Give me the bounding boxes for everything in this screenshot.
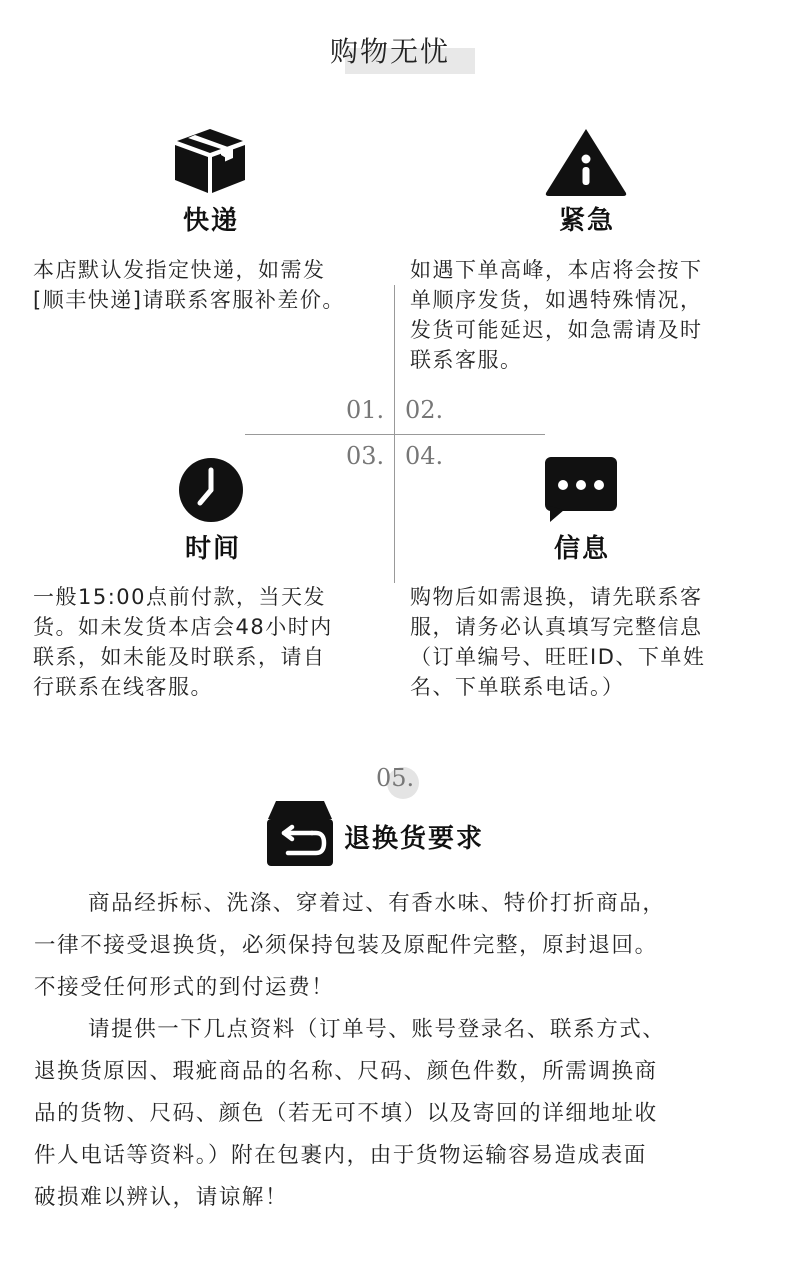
info-line: 购物后如需退换，请先联系客 (410, 585, 703, 609)
returns-line: 退换货原因、瑕疵商品的名称、尺码、颜色件数，所需调换商 (34, 1059, 658, 1084)
return-box-icon (266, 799, 334, 867)
express-line: 本店默认发指定快递，如需发 (33, 258, 326, 282)
returns-paragraph-1 (34, 883, 756, 1009)
page-title: 购物无忧 (330, 35, 451, 68)
urgent-line: 发货可能延迟，如急需请及时 (410, 318, 703, 342)
returns-paragraph-2 (34, 1009, 756, 1219)
number-05: 05. (376, 764, 415, 792)
time-text (33, 582, 393, 702)
info-text (410, 582, 785, 702)
clock-icon (178, 457, 244, 523)
number-01: 01. (346, 396, 385, 424)
warning-icon (544, 127, 628, 197)
express-line: [顺丰快递]请联系客服补差价。 (33, 288, 345, 312)
returns-line: 破损难以辨认，请谅解！ (34, 1185, 289, 1210)
returns-line: 商品经拆标、洗涤、穿着过、有香水味、特价打折商品， (88, 891, 666, 916)
chat-icon (544, 456, 618, 522)
urgent-text (410, 255, 780, 375)
number-03: 03. (346, 442, 385, 470)
time-line: 一般15:00点前付款，当天发 (33, 585, 327, 609)
returns-line: 一律不接受退换货，必须保持包装及原配件完整，原封退回。 (34, 933, 658, 958)
time-line: 联系，如未能及时联系，请自 (33, 645, 326, 669)
info-line: （订单编号、旺旺ID、下单姓 (410, 645, 706, 669)
returns-title: 退换货要求 (344, 824, 485, 854)
time-line: 货。如未发货本店会48小时内 (33, 615, 333, 639)
number-02: 02. (405, 396, 444, 424)
returns-line: 品的货物、尺码、颜色（若无可不填）以及寄回的详细地址收 (34, 1101, 658, 1126)
number-04: 04. (405, 442, 444, 470)
time-title: 时间 (184, 534, 241, 564)
info-line: 名、下单联系电话。） (410, 675, 625, 699)
info-title: 信息 (553, 534, 610, 564)
urgent-line: 联系客服。 (410, 348, 523, 372)
returns-line: 请提供一下几点资料（订单号、账号登录名、联系方式、 (88, 1017, 666, 1042)
urgent-line: 如遇下单高峰，本店将会按下 (410, 258, 703, 282)
info-line: 服，请务必认真填写完整信息 (410, 615, 703, 639)
package-icon (173, 125, 247, 195)
urgent-title: 紧急 (558, 206, 615, 236)
returns-line: 不接受任何形式的到付运费！ (34, 975, 335, 1000)
time-line: 行联系在线客服。 (33, 675, 213, 699)
horizontal-divider (245, 434, 545, 435)
urgent-line: 单顺序发货，如遇特殊情况， (410, 288, 703, 312)
returns-line: 件人电话等资料。）附在包裹内，由于货物运输容易造成表面 (34, 1143, 647, 1168)
express-text (33, 255, 393, 315)
express-title: 快递 (182, 206, 239, 236)
